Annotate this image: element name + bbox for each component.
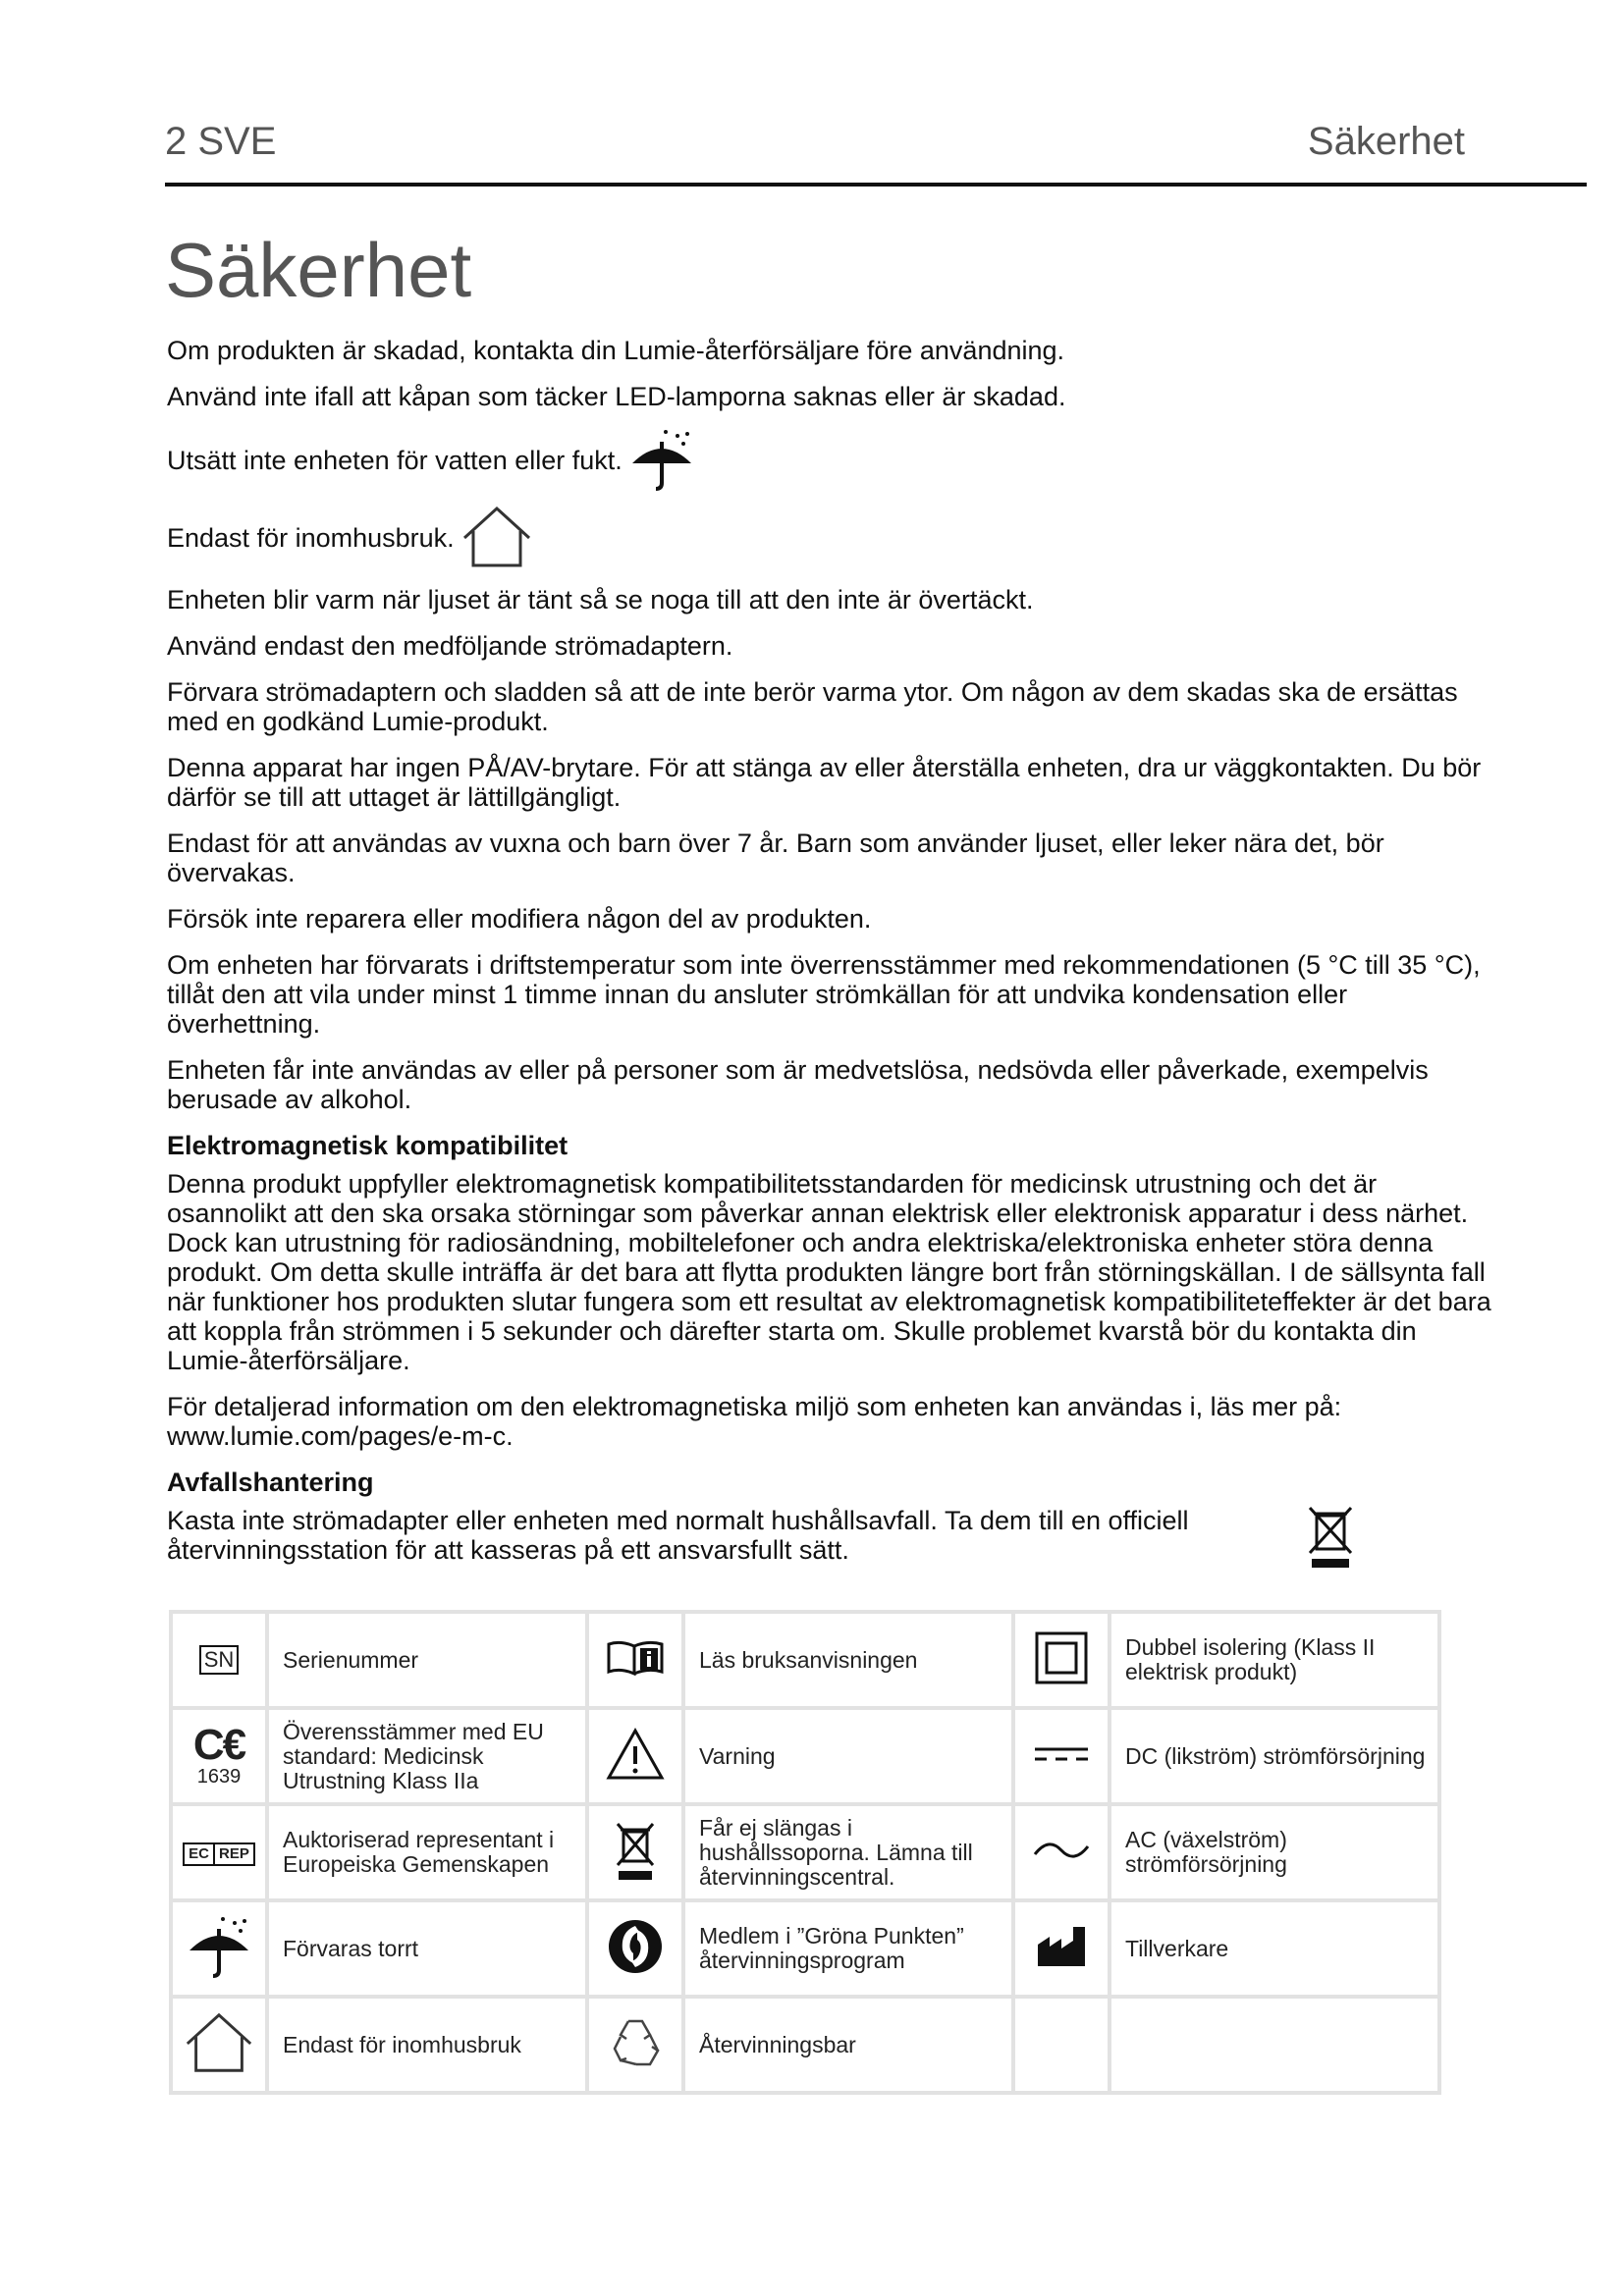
table-row (171, 1900, 1439, 1997)
emc-paragraph: Denna produkt uppfyller elektromagnetisk kompatibilitetsstandarden för medicinsk utrustning och det är osannolikt att den ska orsaka störningar som påverkar annan elektrisk eller elektronisk apparatur i dess närhet. Dock kan utrustning för radiosändning, mobiltelefoner och andra elektriska/elektroniska enheter störa denna produkt. Om detta skulle inträffa är det bara att flytta produkten längre bort från störningskällan. I de sällsynta fall när funktioner hos produkten slutar fungera som ett resultat av elektromagnetisk kompatibiliteteffekter är det bara att koppla från strömmen i 5 sekunder och därefter starta om. Skulle problemet kvarstå bör du kontakta din Lumie-återförsäljare. (167, 1169, 1491, 1375)
safety-text (167, 336, 1502, 1581)
symbol-label: Läs bruksanvisningen (683, 1612, 1013, 1708)
paragraph-text: Endast för inomhusbruk. (167, 523, 455, 554)
symbol-label: Dubbel isolering (Klass II elektrisk produkt) (1110, 1612, 1439, 1708)
read-manual-icon (587, 1612, 683, 1708)
paragraph: Använd inte ifall att kåpan som täcker LED-lamporna saknas eller är skadad. (167, 382, 1066, 411)
ce-mark-icon: C€ 1639 (171, 1708, 267, 1804)
manufacturer-icon (1013, 1900, 1110, 1997)
paragraph-water (167, 428, 1502, 497)
serial-number-icon: SN (171, 1612, 267, 1708)
house-icon (459, 505, 535, 575)
indoor-use-icon (171, 1997, 267, 2093)
paragraph: Om produkten är skadad, kontakta din Lumie-återförsäljare före användning. (167, 336, 1065, 365)
section-title: Säkerhet (1307, 120, 1465, 163)
paragraph: Förvara strömadaptern och sladden så att de inte berör varma ytor. Om någon av dem skadas ska de ersättas med en godkänd Lumie-produkt. (167, 677, 1458, 736)
paragraph: Använd endast den medföljande strömadaptern. (167, 631, 733, 661)
weee-bin-icon (587, 1804, 683, 1900)
symbol-label: Auktoriserad representant i Europeiska Gemenskapen (267, 1804, 587, 1900)
paragraph-indoor (167, 505, 1502, 575)
waste-heading: Avfallshantering (167, 1468, 374, 1497)
empty-cell (1013, 1997, 1110, 2093)
header-rule (165, 183, 1587, 187)
page-title: Säkerhet (165, 227, 472, 313)
symbol-label: Överensstämmer med EU standard: Medicinsk Utrustning Klass IIa (267, 1708, 587, 1804)
keep-dry-icon (171, 1900, 267, 1997)
symbol-label: Får ej slängas i hushållssoporna. Lämna till återvinningscentral. (683, 1804, 1013, 1900)
paragraph: Enheten blir varm när ljuset är tänt så se noga till att den inte är övertäckt. (167, 585, 1034, 614)
symbols-table (169, 1610, 1441, 2095)
emc-heading: Elektromagnetisk kompatibilitet (167, 1131, 568, 1160)
symbol-label: Återvinningsbar (683, 1997, 1013, 2093)
dc-current-icon (1013, 1708, 1110, 1804)
waste-block (167, 1506, 1355, 1565)
table-row (171, 1997, 1439, 2093)
weee-bin-icon (1306, 1504, 1355, 1575)
ec-rep-icon: EC REP (171, 1804, 267, 1900)
symbol-label: Förvaras torrt (267, 1900, 587, 1997)
table-row (171, 1804, 1439, 1900)
symbol-label: Endast för inomhusbruk (267, 1997, 587, 2093)
symbol-label: Tillverkare (1110, 1900, 1439, 1997)
paragraph: Denna apparat har ingen PÅ/AV-brytare. För att stänga av eller återställa enheten, dra ur väggkontakten. Du bör därför se till att uttaget är lättillgängligt. (167, 753, 1482, 812)
symbol-label: Serienummer (267, 1612, 587, 1708)
symbol-label: Medlem i ”Gröna Punkten” återvinningsprogram (683, 1900, 1013, 1997)
symbol-label: DC (likström) strömförsörjning (1110, 1708, 1439, 1804)
paragraph: Endast för att användas av vuxna och barn över 7 år. Barn som använder ljuset, eller leker nära det, bör övervakas. (167, 828, 1384, 887)
umbrella-icon (626, 428, 697, 497)
recycle-icon (587, 1997, 683, 2093)
empty-cell (1110, 1997, 1439, 2093)
paragraph: Om enheten har förvarats i driftstemperatur som inte överrensstämmer med rekommendationen (5 °C till 35 °C), tillåt den att vila under minst 1 timme innan du ansluter strömkällan för att undvika kondensation eller överhettning. (167, 950, 1481, 1039)
paragraph: Försök inte reparera eller modifiera någon del av produkten. (167, 904, 872, 934)
ac-current-icon (1013, 1804, 1110, 1900)
symbol-label: Varning (683, 1708, 1013, 1804)
waste-paragraph: Kasta inte strömadapter eller enheten med normalt hushållsavfall. Ta dem till en officiell återvinningsstation för att kasseras på ett ansvarsfullt sätt. (167, 1506, 1189, 1565)
green-dot-icon (587, 1900, 683, 1997)
paragraph-text: Utsätt inte enheten för vatten eller fukt. (167, 446, 623, 476)
symbol-label: AC (växelström) strömförsörjning (1110, 1804, 1439, 1900)
table-row (171, 1612, 1439, 1708)
double-insulation-icon (1013, 1612, 1110, 1708)
warning-icon (587, 1708, 683, 1804)
emc-link-paragraph: För detaljerad information om den elektromagnetiska miljö som enheten kan användas i, läs mer på: www.lumie.com/pages/e-m-c. (167, 1392, 1342, 1451)
table-row (171, 1708, 1439, 1804)
paragraph: Enheten får inte användas av eller på personer som är medvetslösa, nedsövda eller påverkade, exempelvis berusade av alkohol. (167, 1055, 1429, 1114)
page-number: 2 SVE (165, 120, 277, 163)
